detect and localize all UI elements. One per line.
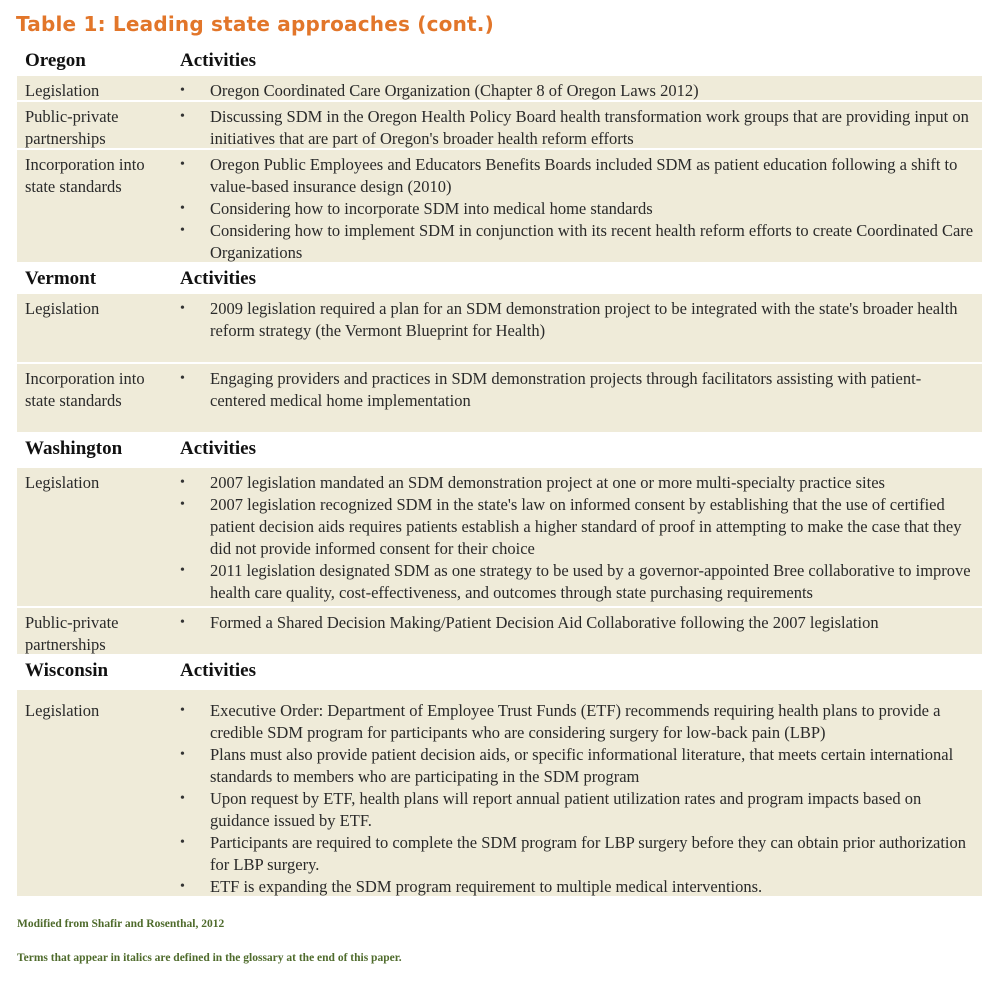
category-label: Incorporation into state standards — [25, 155, 145, 196]
activity-list — [180, 368, 974, 412]
state-header-oregon — [17, 46, 982, 76]
activity-item: • 2007 legislation recognized SDM in the state's law on informed consent by establishing that the use of certified patient decision aids requires patients establish a higher standard of proof in attempting to make the case that they did not provide informed consent for their choice — [180, 494, 974, 560]
table-row — [17, 468, 982, 608]
category-label: Public-private partnerships — [25, 107, 119, 148]
state-name: Oregon — [25, 50, 86, 71]
activity-item: • 2007 legislation mandated an SDM demonstration project at one or more multi-specialty practice sites — [180, 472, 974, 494]
category-label: Legislation — [25, 81, 100, 100]
category-label: Legislation — [25, 299, 100, 318]
table-row — [17, 76, 982, 102]
activity-item: • Formed a Shared Decision Making/Patient Decision Aid Collaborative following the 2007 legislation — [180, 612, 974, 634]
table-row — [17, 150, 982, 264]
category-label: Public-private partnerships — [25, 613, 119, 654]
state-approaches-table — [17, 46, 982, 898]
activity-item: • Engaging providers and practices in SDM demonstration projects through facilitators assisting with patient-centered medical home implementation — [180, 368, 974, 412]
glossary-note: Terms that appear in italics are defined in the glossary at the end of this paper. — [17, 952, 402, 964]
category-label: Legislation — [25, 473, 100, 492]
activity-item: • Upon request by ETF, health plans will report annual patient utilization rates and program impacts based on guidance issued by ETF. — [180, 788, 974, 832]
table-title: Table 1: Leading state approaches (cont.) — [16, 12, 494, 36]
state-name: Washington — [25, 438, 123, 459]
state-header-wisconsin — [17, 656, 982, 690]
table-row — [17, 294, 982, 364]
state-header-vermont — [17, 264, 982, 294]
activities-heading: Activities — [180, 50, 256, 71]
activities-heading: Activities — [180, 438, 256, 459]
activity-list — [180, 612, 974, 634]
state-header-washington — [17, 434, 982, 468]
activity-list — [180, 154, 974, 264]
activities-heading: Activities — [180, 268, 256, 289]
category-label: Incorporation into state standards — [25, 369, 145, 410]
activity-list — [180, 700, 974, 898]
table-row — [17, 608, 982, 656]
activity-item: • 2011 legislation designated SDM as one strategy to be used by a governor-appointed Bree collaborative to improve health care quality, cost-effectiveness, and outcomes through state purchasing requirements — [180, 560, 974, 604]
activity-item: • Plans must also provide patient decision aids, or specific informational literature, that meets certain international standards to members who are participating in the SDM program — [180, 744, 974, 788]
activity-item: • Oregon Public Employees and Educators Benefits Boards included SDM as patient education following a shift to value-based insurance design (2010) — [180, 154, 974, 198]
activity-item: • Considering how to implement SDM in conjunction with its recent health reform efforts to create Coordinated Care Organizations — [180, 220, 974, 264]
activity-list — [180, 298, 974, 342]
activity-item: • Participants are required to complete the SDM program for LBP surgery before they can obtain prior authorization for LBP surgery. — [180, 832, 974, 876]
activity-list — [180, 472, 974, 604]
activity-list — [180, 80, 974, 102]
activity-item: • 2009 legislation required a plan for an SDM demonstration project to be integrated with the state's broader health reform strategy (the Vermont Blueprint for Health) — [180, 298, 974, 342]
activity-item: • Oregon Coordinated Care Organization (Chapter 8 of Oregon Laws 2012) — [180, 80, 974, 102]
activity-item: • Discussing SDM in the Oregon Health Policy Board health transformation work groups that are providing input on initiatives that are part of Oregon's broader health reform efforts — [180, 106, 974, 150]
state-name: Wisconsin — [25, 660, 109, 681]
table-row — [17, 364, 982, 434]
state-name: Vermont — [25, 268, 97, 289]
table-row — [17, 102, 982, 150]
activity-item: • Considering how to incorporate SDM into medical home standards — [180, 198, 974, 220]
activity-list — [180, 106, 974, 150]
activity-item: • Executive Order: Department of Employee Trust Funds (ETF) recommends requiring health plans to provide a credible SDM program for participants who are considering surgery for low-back pain (LBP) — [180, 700, 974, 744]
activity-item: • ETF is expanding the SDM program requirement to multiple medical interventions. — [180, 876, 974, 898]
activities-heading: Activities — [180, 660, 256, 681]
table-row — [17, 690, 982, 898]
source-note: Modified from Shafir and Rosenthal, 2012 — [17, 918, 225, 930]
category-label: Legislation — [25, 701, 100, 720]
